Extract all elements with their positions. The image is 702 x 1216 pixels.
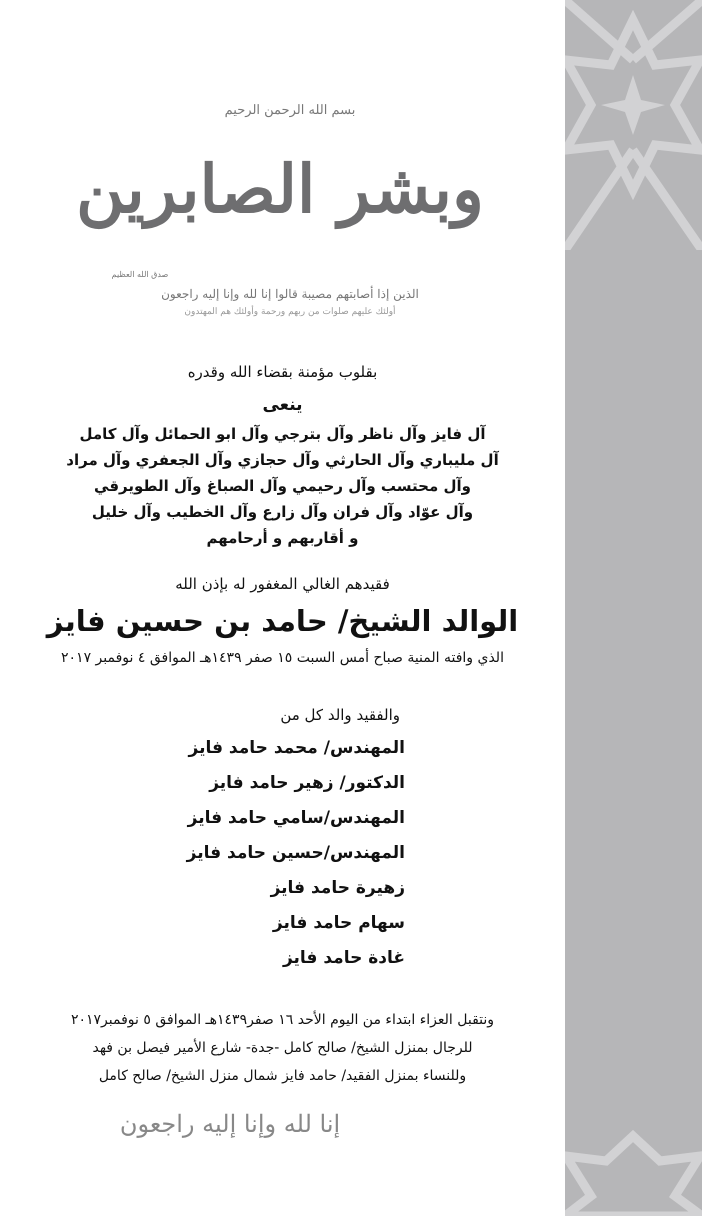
death-date-line: الذي وافته المنية صباح أمس السبت ١٥ صفر ١٤٣٩هـ الموافق ٤ نوفمبر ٢٠١٧ <box>61 650 504 666</box>
footer-calligraphy: إنا لله وإنا إليه راجعون <box>119 1110 341 1138</box>
arabesque-pattern-top <box>565 0 702 250</box>
intro-line: بقلوب مؤمنة بقضاء الله وقدره <box>187 363 378 381</box>
condolence-line: للرجال بمنزل الشيخ/ صالح كامل -جدة- شارع الأمير فيصل بن فهد <box>92 1040 473 1056</box>
child-name: زهيرة حامد فايز <box>270 878 405 898</box>
condolence-line: وللنساء بمنزل الفقيد/ حامد فايز شمال منزل الشيخ/ صالح كامل <box>98 1068 467 1084</box>
family-line: آل مليباري وآل الحارثي وآل حجازي وآل الجعفري وآل مراد <box>66 451 499 469</box>
condolence-line: ونتقبل العزاء ابتداء من اليوم الأحد ١٦ صفر١٤٣٩هـ الموافق ٥ نوفمبر٢٠١٧ <box>70 1012 495 1028</box>
child-name: المهندس/حسين حامد فايز <box>186 843 405 863</box>
quran-verse-line-1: الذين إذا أصابتهم مصيبة قالوا إنا لله وإنا إليه راجعون <box>161 287 419 301</box>
family-line: وآل عوّاد وآل فران وآل زارع وآل الخطيب وآل خليل <box>91 503 474 521</box>
deceased-name: الوالد الشيخ/ حامد بن حسين فايز <box>46 604 519 638</box>
family-line: آل فايز وآل ناظر وآل بترجي وآل ابو الحمائل وآل كامل <box>79 425 486 443</box>
calligraphy-title: وبشر الصابرين <box>76 150 484 228</box>
arabesque-pattern-bottom <box>565 1126 702 1216</box>
quran-verse-line-2: أولئك عليهم صلوات من ربهم ورحمة وأولئك هم المهتدون <box>184 307 396 317</box>
child-name: المهندس/سامي حامد فايز <box>187 808 405 828</box>
family-line: و أقاربهم و أرحامهم <box>206 529 359 547</box>
children-intro: والفقيد والد كل من <box>280 706 400 724</box>
announce-word: ينعى <box>262 395 303 415</box>
child-name: المهندس/ محمد حامد فايز <box>188 738 405 758</box>
child-name: غادة حامد فايز <box>282 948 405 968</box>
family-line: وآل محتسب وآل رحيمي وآل الصباغ وآل الطويرقي <box>94 477 471 495</box>
sadaq-allah: صدق الله العظيم <box>111 270 169 279</box>
basmala: بسم الله الرحمن الرحيم <box>224 103 356 118</box>
child-name: الدكتور/ زهير حامد فايز <box>209 773 405 793</box>
child-name: سهام حامد فايز <box>272 913 405 933</box>
deceased-prefix: فقيدهم الغالي المغفور له بإذن الله <box>175 575 390 593</box>
decorative-side-panel <box>565 0 702 1216</box>
